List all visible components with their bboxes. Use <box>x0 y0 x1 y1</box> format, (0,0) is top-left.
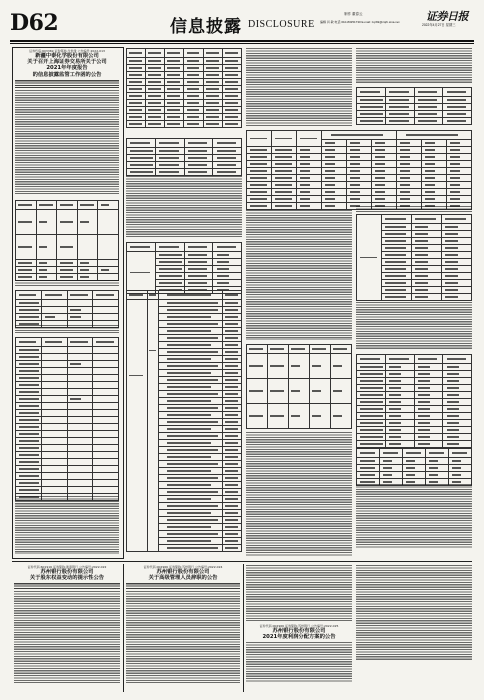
text-block <box>15 496 119 554</box>
text-block <box>14 591 120 683</box>
column-rule <box>243 564 244 692</box>
announcement-4 <box>246 624 352 684</box>
text-block <box>15 90 119 194</box>
announcement-code: 证券代码:601916 证券简称:浙商银行 公告编号:2022-022 <box>27 565 107 569</box>
text-block <box>126 591 240 683</box>
text-column <box>15 325 119 335</box>
data-table-long <box>126 290 242 552</box>
announcement-title-line: 关于高级管理人员辞职的公告 <box>148 575 218 582</box>
text-block <box>15 280 119 286</box>
text-block <box>246 210 352 340</box>
data-table <box>126 48 242 128</box>
announcement-title-line: 苏州银行股份有限公司 <box>272 628 326 634</box>
announcement-title-line: 关于股东权益变动的提示性公告 <box>29 575 105 582</box>
text-column <box>15 496 119 556</box>
text-column <box>126 176 242 240</box>
announcement-code: 证券代码:002966 证券简称:苏州银行 公告编号:2022-025 <box>259 624 339 628</box>
text-block <box>246 432 352 556</box>
text-column <box>356 206 472 214</box>
text-block <box>356 48 472 84</box>
announcement-3 <box>126 565 240 685</box>
text-column <box>356 565 472 663</box>
announcement-title-line: 苏州银行股份有限公司 <box>40 569 94 575</box>
publication-date: 2022年4月27日 星期三 <box>422 23 456 27</box>
desk-meta: 制作 董春云 <box>344 12 363 16</box>
column-rule <box>123 564 124 692</box>
contact-meta: 编辑 肖 敏 电话 010-83251730 E-mail: zqrb9@zqrb.sina.net <box>320 20 400 24</box>
page-number: D62 <box>10 10 59 36</box>
text-column <box>15 280 119 288</box>
text-column <box>246 565 352 623</box>
text-column <box>356 48 472 86</box>
text-block <box>246 642 352 682</box>
text-block <box>246 48 352 126</box>
announcement-title-line: 的信息披露监管工作函的公告 <box>32 71 102 78</box>
text-block <box>14 583 120 589</box>
announcement-title-line: 新疆中泰化学股份有限公司 <box>35 53 99 59</box>
text-block <box>126 583 240 589</box>
page-header <box>10 8 474 44</box>
header-rule-thin <box>10 43 474 44</box>
wide-data-table <box>246 130 472 210</box>
announcement-title-line: 关于召开上海证券交易所关于公司 <box>27 59 107 66</box>
announcement-2 <box>14 565 120 685</box>
data-table <box>356 214 472 301</box>
data-table <box>126 138 242 176</box>
section-title: 信息披露 <box>170 17 242 37</box>
announcement-title-line: 2021年度利润分配方案的公告 <box>262 634 336 641</box>
text-column <box>246 48 352 128</box>
text-block <box>356 206 472 212</box>
announcement-1 <box>15 49 119 196</box>
masthead-logo: 证券日报 <box>426 10 468 23</box>
section-title-en: DISCLOSURE <box>248 19 315 30</box>
text-block <box>126 176 242 238</box>
header-rule <box>10 40 474 42</box>
text-column <box>356 484 472 550</box>
data-table <box>15 337 119 501</box>
data-table <box>15 200 119 281</box>
section-divider <box>12 561 472 562</box>
announcement-title-line: 苏州银行股份有限公司 <box>156 569 210 575</box>
data-table <box>126 242 242 294</box>
text-block <box>15 325 119 333</box>
text-block <box>356 484 472 548</box>
text-block <box>356 302 472 350</box>
data-table <box>246 344 352 429</box>
announcement-code: 证券代码:603369 证券简称:今世缘 公告编号:2022-013 <box>29 49 105 53</box>
text-column <box>246 432 352 558</box>
data-table <box>356 354 472 448</box>
data-table <box>15 290 119 328</box>
text-block <box>356 565 472 661</box>
text-block <box>246 565 352 621</box>
data-table <box>356 87 472 125</box>
text-block <box>15 80 119 88</box>
text-column <box>246 210 352 342</box>
announcement-code: 证券代码:002966 证券简称:苏州银行 公告编号:2022-024 <box>143 565 223 569</box>
data-table <box>356 448 472 486</box>
announcement-title-line: 2021年年度报告 <box>46 65 88 72</box>
text-column <box>356 302 472 352</box>
